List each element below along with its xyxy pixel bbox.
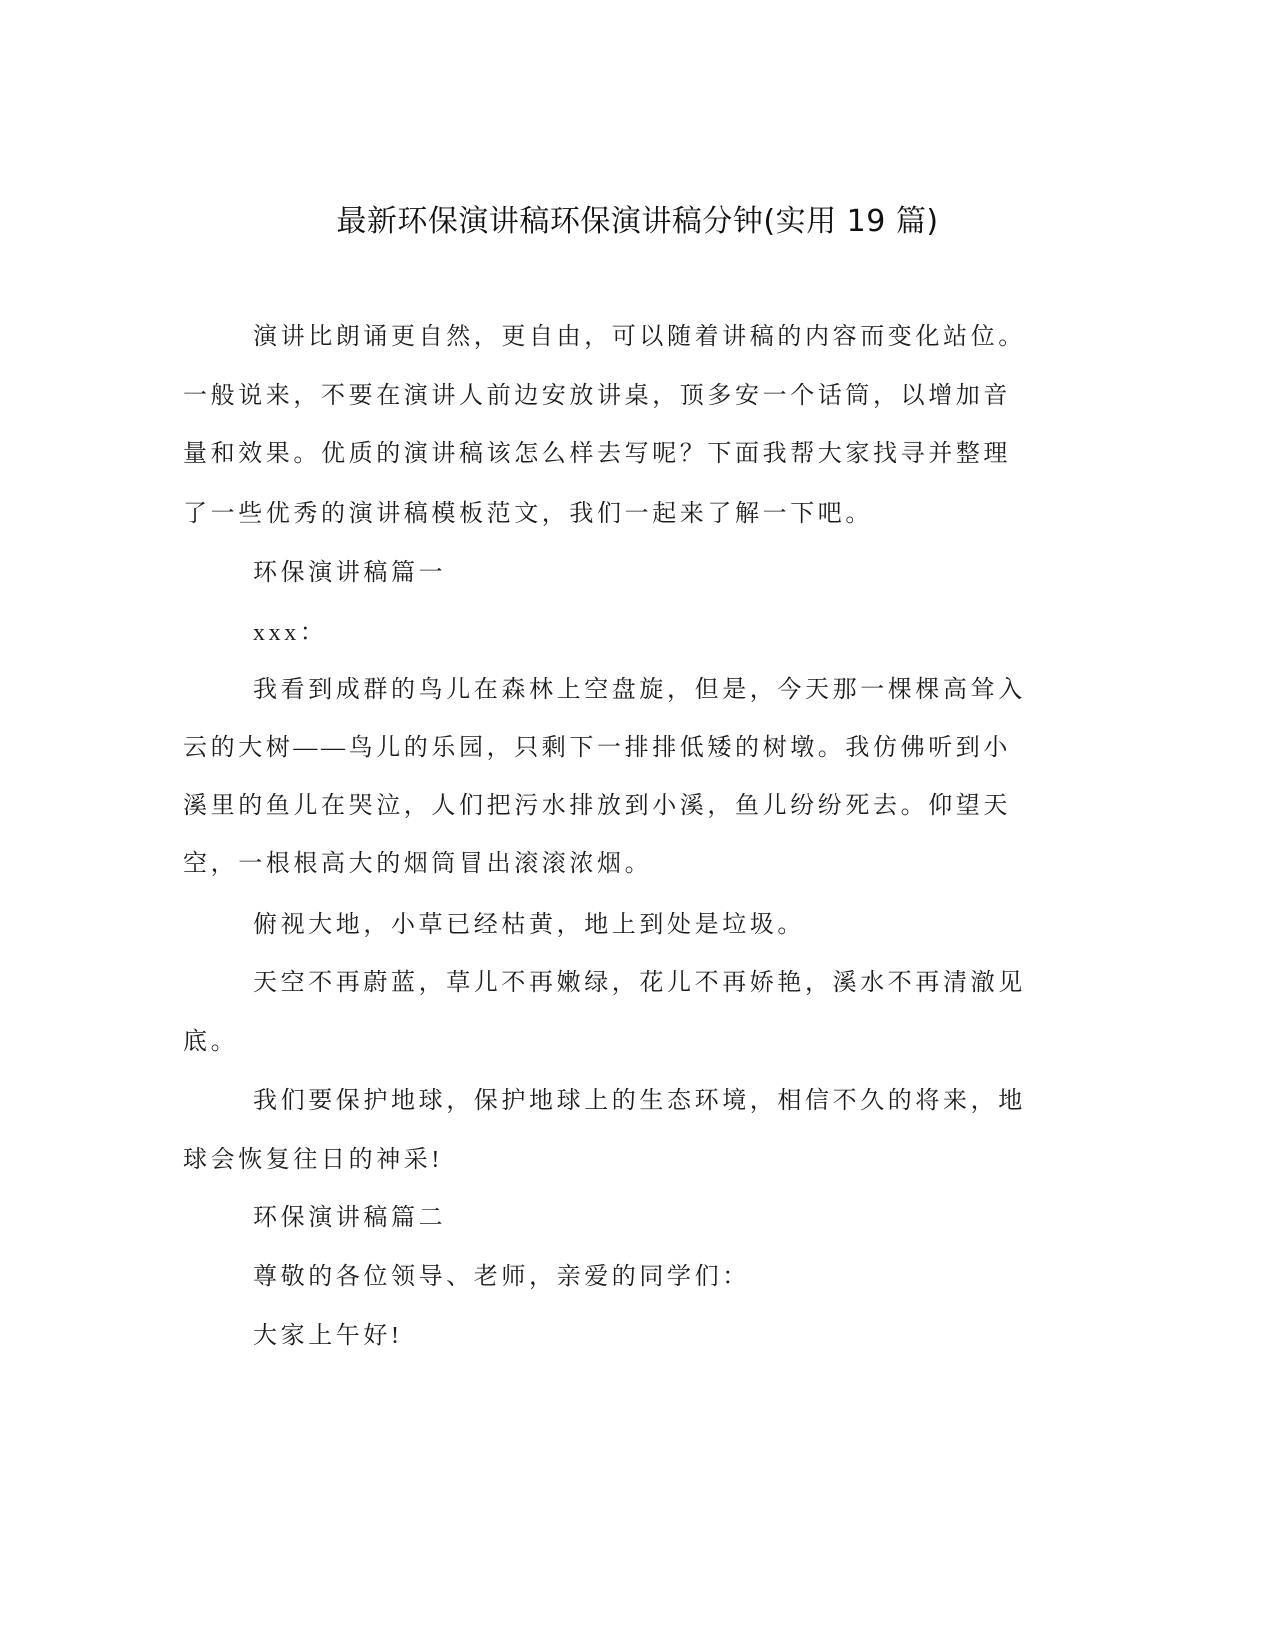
text-line: 云的大树——鸟儿的乐园，只剩下一排排低矮的树墩。我仿佛听到小: [183, 735, 1011, 761]
text-line: 溪里的鱼儿在哭泣，人们把污水排放到小溪，鱼儿纷纷死去。仰望天: [183, 793, 1011, 819]
text-line: 天空不再蔚蓝，草儿不再嫩绿，花儿不再娇艳，溪水不再清澈见: [253, 970, 1026, 996]
text-line: 量和效果。优质的演讲稿该怎么样去写呢？下面我帮大家找寻并整理: [183, 441, 1011, 467]
text-line: 底。: [183, 1029, 239, 1055]
document-title: 最新环保演讲稿环保演讲稿分钟(实用 19 篇): [336, 204, 939, 239]
section-heading: 环保演讲稿篇二: [253, 1205, 447, 1231]
text-line: 俯视大地，小草已经枯黄，地上到处是垃圾。: [253, 912, 805, 938]
section-heading: 环保演讲稿篇一: [253, 560, 447, 586]
text-line: 我们要保护地球，保护地球上的生态环境，相信不久的将来，地: [253, 1088, 1026, 1114]
text-line: 大家上午好!: [253, 1323, 403, 1349]
text-line: 了一些优秀的演讲稿模板范文，我们一起来了解一下吧。: [183, 501, 873, 527]
text-line: 尊敬的各位领导、老师，亲爱的同学们：: [253, 1264, 750, 1290]
text-line: 空，一根根高大的烟筒冒出滚滚浓烟。: [183, 851, 653, 877]
text-line: 演讲比朗诵更自然，更自由，可以随着讲稿的内容而变化站位。: [253, 324, 1026, 350]
text-line: 球会恢复往日的神采!: [183, 1147, 443, 1173]
text-line: xxx：: [253, 620, 328, 646]
text-line: 我看到成群的鸟儿在森林上空盘旋，但是，今天那一棵棵高耸入: [253, 677, 1026, 703]
text-line: 一般说来，不要在演讲人前边安放讲桌，顶多安一个话筒，以增加音: [183, 383, 1011, 409]
